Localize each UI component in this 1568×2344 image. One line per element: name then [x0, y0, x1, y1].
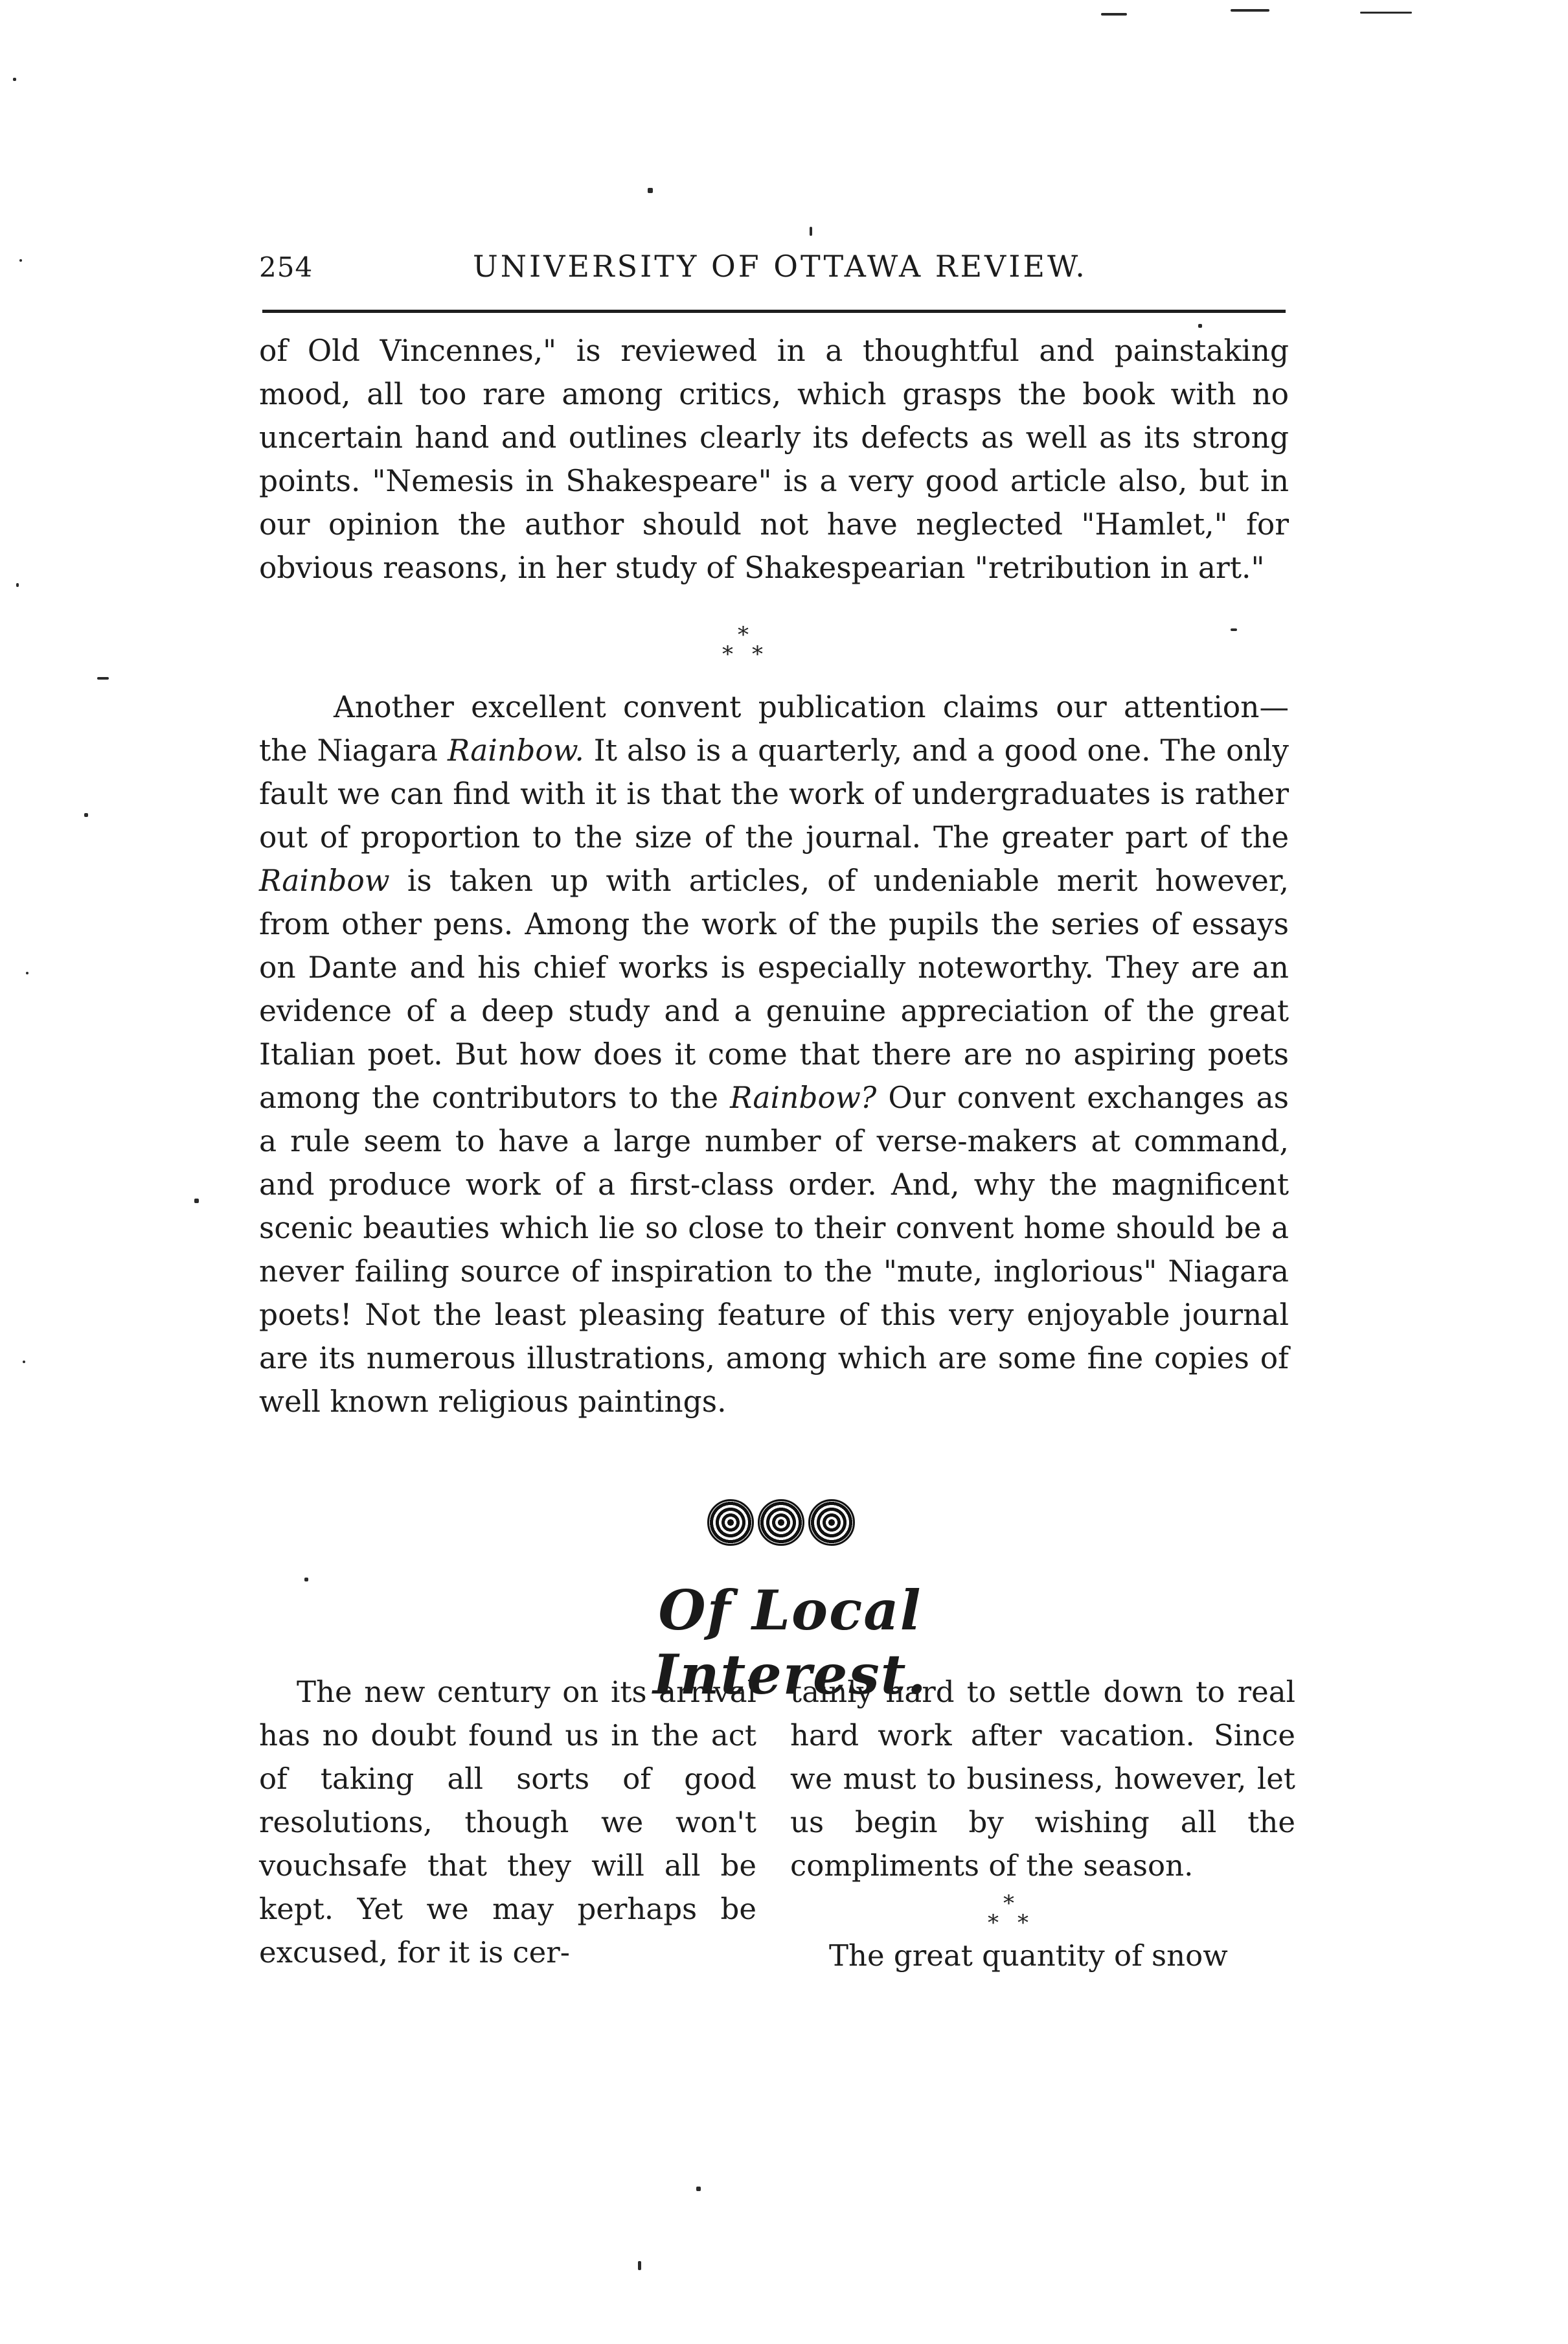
scan-speck — [304, 1578, 308, 1581]
ornament-divider — [707, 1493, 856, 1551]
ornament-rosette — [758, 1499, 804, 1546]
scan-speck — [19, 259, 22, 262]
scan-speck — [84, 813, 88, 817]
scan-speck — [648, 188, 653, 193]
italic-title-run: Rainbow? — [730, 1081, 877, 1115]
scan-speck — [696, 2187, 701, 2191]
page-header — [259, 246, 1286, 292]
scan-speck — [97, 677, 109, 680]
asterism-divider-1 — [722, 622, 774, 680]
asterism-star: * — [738, 622, 749, 648]
running-title: UNIVERSITY OF OTTAWA REVIEW. — [473, 249, 1087, 284]
scan-speck — [810, 227, 812, 236]
scan-speck — [1198, 324, 1202, 328]
text-run: is taken up with articles, of undeniable merit however, from other pens. Among the work of the pupils the series of essays on Dante and his chief works is especially noteworthy. They are an evidence of a deep study and a genuine appreciation of the great Italian poet. But how does it come that there are no aspiring poets among the contributors to the — [259, 864, 1289, 1115]
text-run: Our convent exchanges as a rule seem to have a large number of verse-makers at command, and produce work of a first-class order. And, why the magnificent scenic beauties which lie so close to their convent home should be a never failing source of inspiration to the "mute, inglorious" Niagara poets! Not the least pleasing feature of this very enjoyable journal are its numerous illustrations, among which are some fine copies of well known religious paintings. — [259, 1081, 1289, 1419]
asterism-star: * — [1017, 1910, 1028, 1936]
asterism-star: * — [1003, 1890, 1014, 1916]
text-run: of Old Vincennes," is reviewed in a thoughtful and painstaking mood, all too rare among critics, which grasps the book with no uncertain hand and outlines clearly its defects as well as its strong points. "Nemesis in Shakespeare" is a very good article also, but in our opinion the author should not have neglected "Hamlet," for obvious reasons, in her study of Shakespearian "retribution in art." — [259, 334, 1289, 585]
text-run: Another excellent convent publication claims our attention—the Niagara — [259, 690, 1289, 768]
article-paragraph-2 — [259, 685, 1289, 1423]
scan-speck — [638, 2261, 641, 2270]
asterism-star: * — [722, 641, 733, 667]
page-number: 254 — [259, 251, 313, 283]
scan-speck — [23, 1361, 25, 1363]
scan-speck — [1231, 628, 1237, 631]
ornament-rosette — [707, 1499, 754, 1546]
asterism-star: * — [752, 641, 763, 667]
ornament-rosette — [808, 1499, 855, 1546]
right-column-text: tainly hard to settle down to real hard work after vacation. Since we must to business, however, let us begin by wishing all the compliments of the season. — [790, 1675, 1295, 1883]
italic-title-run: Rainbow — [259, 864, 390, 898]
left-column-text: The new century on its arrival has no doubt found us in the act of taking all sorts of good resolutions, though we won't vouchsafe that they will all be kept. Yet we may perhaps be excused, for it is cer- — [259, 1675, 756, 1970]
scan-speck — [16, 583, 19, 587]
asterism-star: * — [988, 1910, 999, 1936]
scan-speck — [26, 972, 28, 974]
scan-speck — [194, 1199, 199, 1203]
text-run: It also is a quarterly, and a good one. The only fault we can find with it is that the work of undergraduates is rather out of proportion to the size of the journal. The greater part of the — [259, 733, 1290, 855]
scan-speck — [13, 78, 16, 81]
article-paragraph-1 — [259, 329, 1289, 590]
right-column-continuation: The great quantity of snow — [829, 1938, 1228, 1973]
header-rule — [262, 310, 1286, 313]
section-title: Of Local Interest. — [653, 1578, 927, 1706]
italic-title-run: Rainbow. — [448, 733, 584, 768]
scan-speck — [1231, 9, 1269, 12]
scan-speck — [1101, 13, 1127, 16]
scan-speck — [1360, 12, 1412, 14]
